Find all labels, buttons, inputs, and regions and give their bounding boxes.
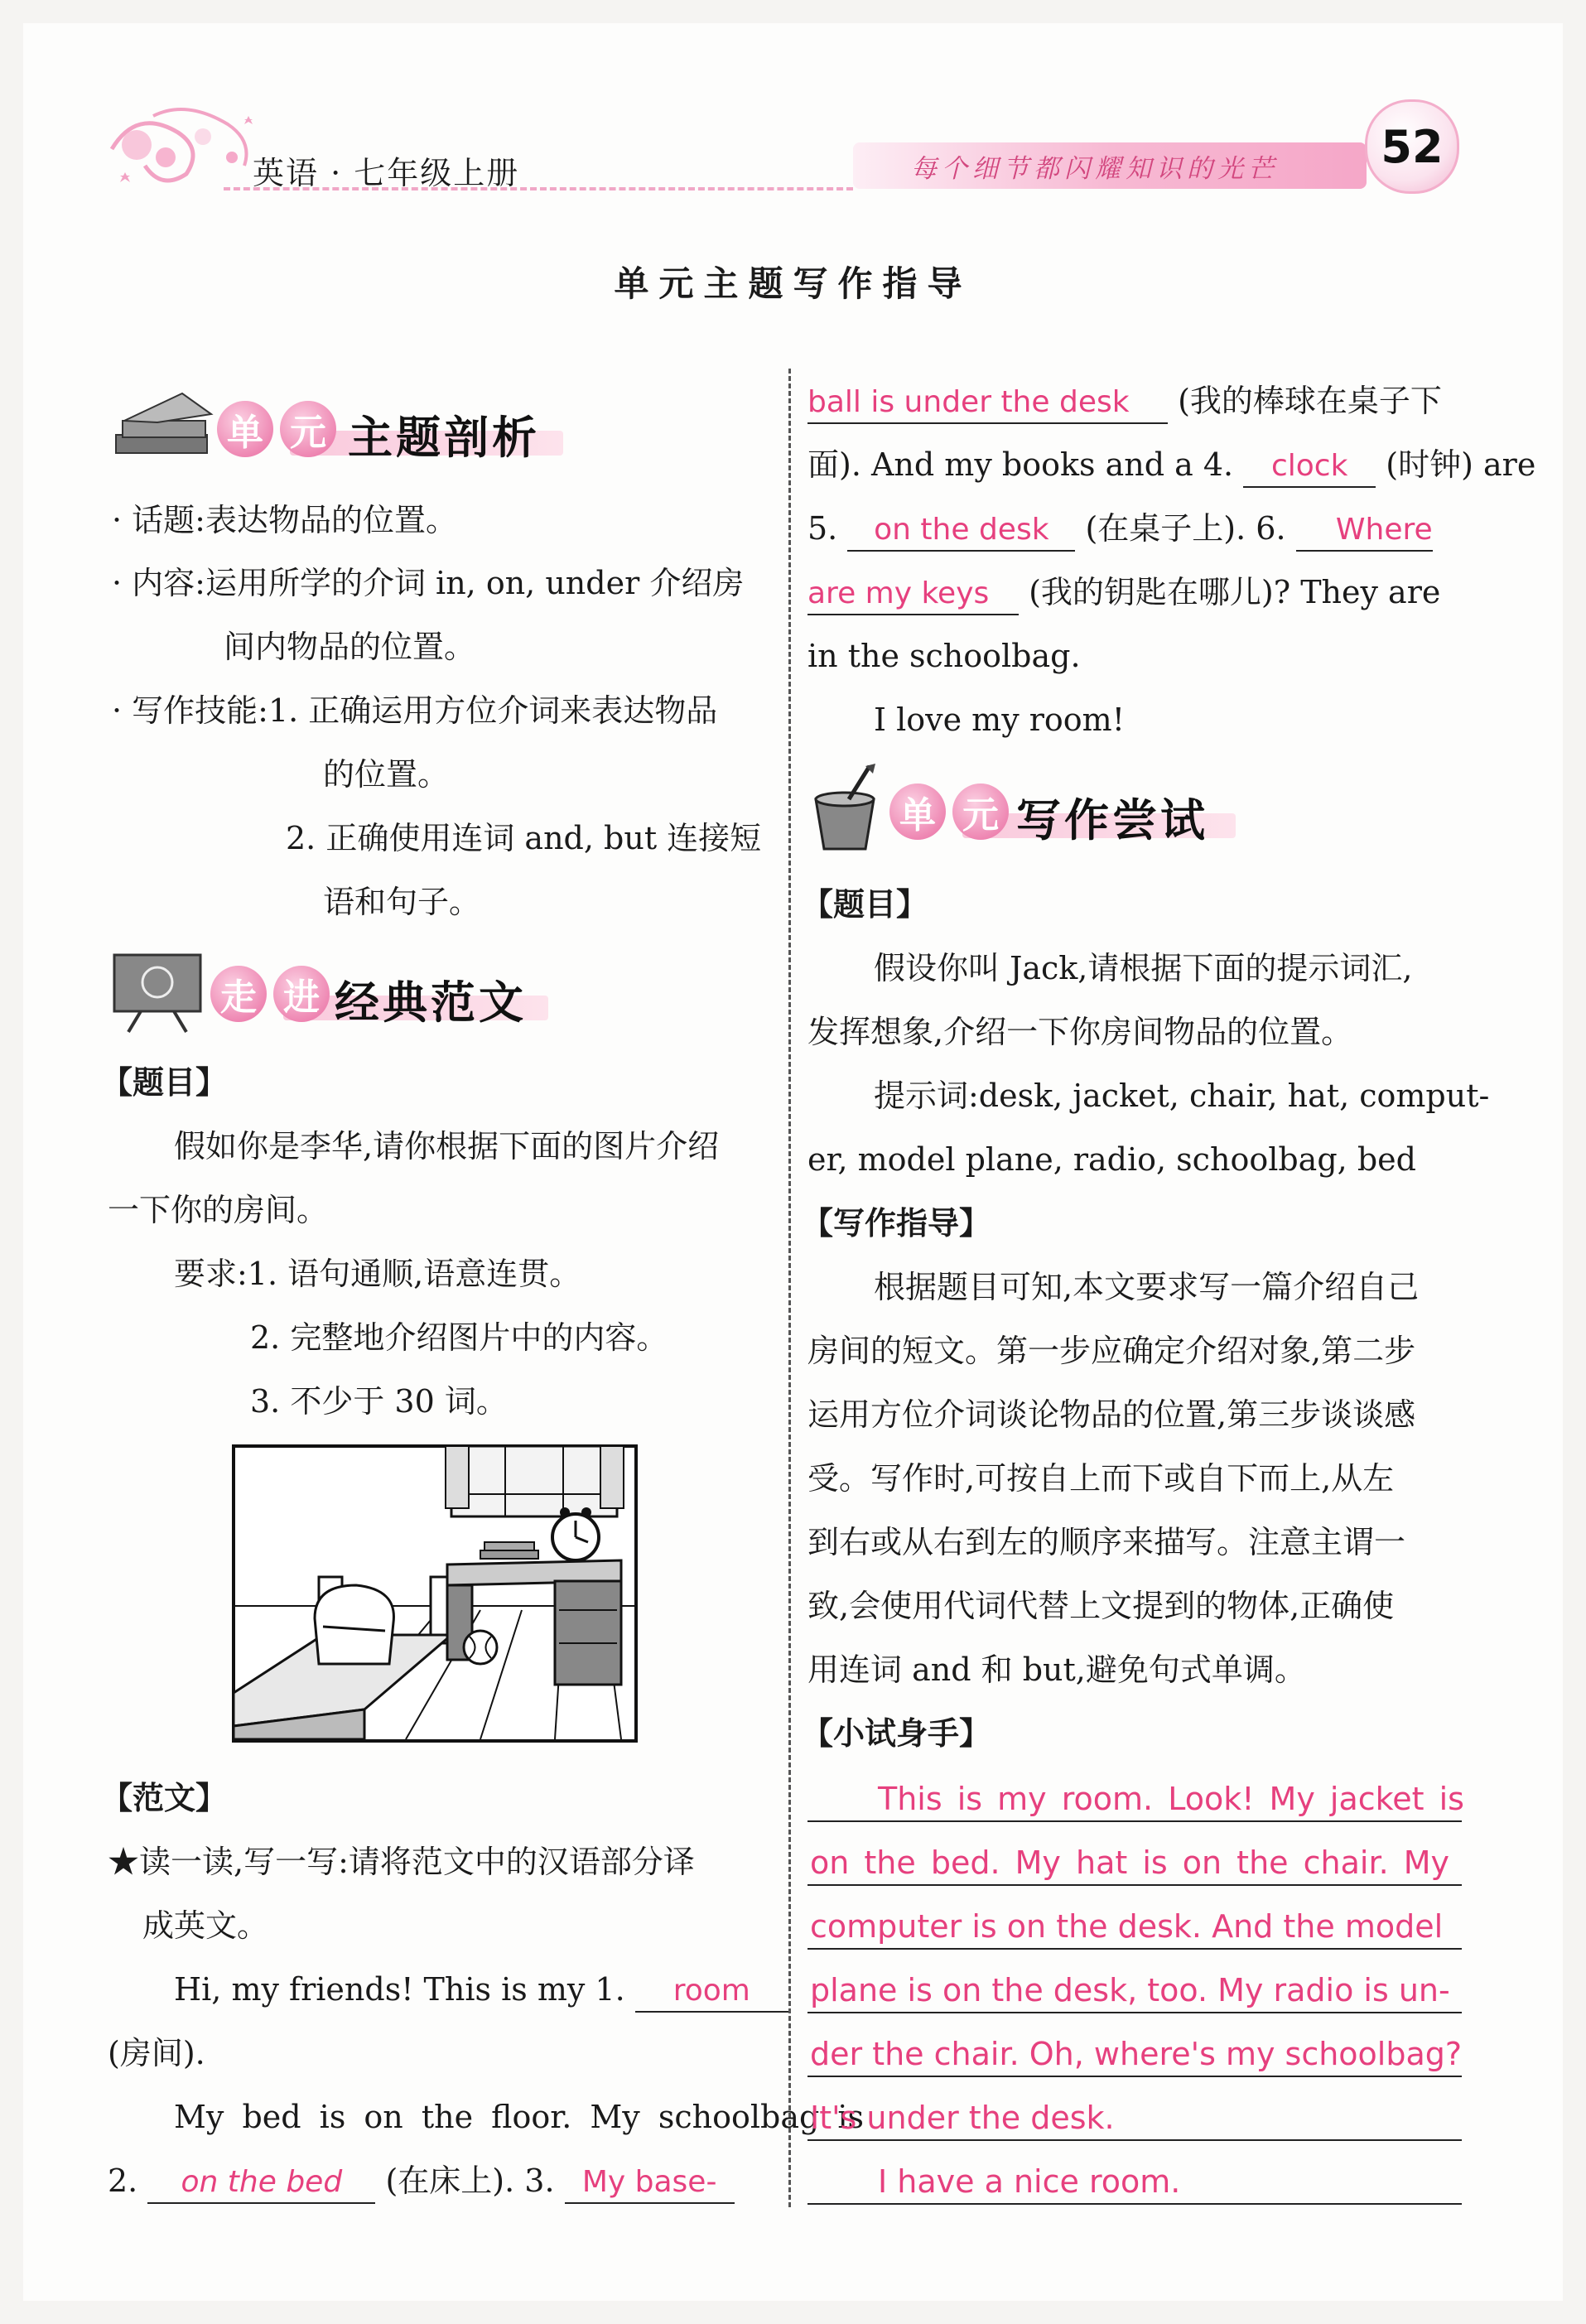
topic-line: 发挥想象,介绍一下你房间物品的位置。 — [807, 1014, 1353, 1050]
guide-tag: 【写作指导】 — [802, 1205, 991, 1242]
topic-tag: 【题目】 — [101, 1064, 228, 1101]
essay-text: (房间). — [108, 2035, 205, 2071]
banner-circle: 单 — [217, 401, 273, 457]
analysis-line: · 话题:表达物品的位置。 — [112, 502, 457, 538]
analysis-line: 2. 正确使用连词 and, but 连接短 — [286, 820, 762, 856]
header-motto: 每个细节都闪耀知识的光芒 — [911, 154, 1279, 184]
section-title: 写作尝试 — [1016, 794, 1208, 846]
section-title: 经典范文 — [335, 976, 527, 1029]
answer-line: on the bed. My hat is on the chair. My — [810, 1844, 1450, 1881]
answer-line: computer is on the desk. And the model — [810, 1908, 1444, 1945]
analysis-line: 语和句子。 — [323, 884, 481, 920]
answer-blank-2: on the bed — [147, 2162, 375, 2204]
topic-line: 3. 不少于 30 词。 — [250, 1383, 508, 1420]
essay-text: 5. — [807, 510, 838, 547]
essay-line-2 — [108, 2161, 735, 2204]
section-title: 主题剖析 — [348, 412, 540, 464]
section-banner-try — [871, 779, 1236, 845]
essay-text: 面). And my books and a 4. — [807, 446, 1234, 483]
page-title: 单元主题写作指导 — [614, 263, 972, 304]
topic-line: er, model plane, radio, schoolbag, bed — [807, 1141, 1416, 1178]
answer-blank-3: My base- — [565, 2162, 735, 2204]
schoolbag-icon — [315, 1585, 393, 1664]
header-subject: 英语 · 七年级上册 — [253, 155, 520, 191]
baseball-icon — [464, 1631, 497, 1664]
analysis-line: 间内物品的位置。 — [224, 629, 476, 665]
page-number-badge — [1365, 99, 1459, 194]
essay-text: (在床上). 3. — [385, 2162, 555, 2199]
essay-text: (在桌子上). 6. — [1085, 510, 1286, 547]
essay-line-4 — [807, 445, 1535, 488]
answer-line: plane is on the desk, too. My radio is un- — [810, 1972, 1450, 2008]
analysis-line: · 写作技能:1. 正确运用方位介词来表达物品 — [112, 692, 718, 729]
guide-line: 根据题目可知,本文要求写一篇介绍自己 — [874, 1269, 1420, 1305]
room-illustration — [232, 1444, 638, 1743]
essay-text: My bed is on the floor. My schoolbag is — [174, 2099, 865, 2135]
instruction-line: ★读一读,写一写:请将范文中的汉语部分译 — [108, 1844, 695, 1880]
answer-rule — [807, 2012, 1462, 2013]
answer-blank-6: Where — [1296, 510, 1433, 552]
essay-line-5 — [807, 509, 1433, 552]
answer-blank-6-cont: are my keys — [807, 574, 1019, 615]
banner-circle: 单 — [889, 784, 946, 840]
essay-text: (我的棒球在桌子下 — [1178, 383, 1442, 419]
essay-text: (时钟) are — [1386, 446, 1536, 483]
essay-text: (我的钥匙在哪儿)? They are — [1029, 574, 1441, 610]
answer-rule — [807, 2076, 1462, 2077]
answer-blank-5: on the desk — [847, 510, 1075, 552]
answer-blank-4: clock — [1243, 446, 1376, 488]
guide-line: 受。写作时,可按自上而下或自下而上,从左 — [807, 1460, 1395, 1497]
guide-line: 致,会使用代词代替上文提到的物体,正确使 — [807, 1588, 1395, 1624]
answer-rule — [807, 2139, 1462, 2141]
answer-line: This is my room. Look! My jacket is — [878, 1781, 1464, 1817]
guide-line: 运用方位介词谈论物品的位置,第三步谈谈感 — [807, 1396, 1416, 1433]
banner-circle: 走 — [210, 966, 267, 1022]
analysis-line: · 内容:运用所学的介词 in, on, under 介绍房 — [112, 565, 745, 601]
guide-line: 到右或从右到左的顺序来描写。注意主谓一 — [807, 1524, 1406, 1560]
topic-line: 提示词:desk, jacket, chair, hat, comput- — [874, 1078, 1490, 1114]
answer-line: I have a nice room. — [878, 2163, 1181, 2200]
essay-line-1 — [174, 1970, 788, 2013]
topic-tag: 【题目】 — [802, 886, 928, 923]
guide-line: 用连词 and 和 but,避免句式单调。 — [807, 1651, 1306, 1688]
topic-line: 要求:1. 语句通顺,语意连贯。 — [174, 1256, 581, 1292]
window-icon — [446, 1446, 624, 1516]
section-banner-model — [192, 961, 557, 1027]
answer-rule — [807, 1884, 1462, 1886]
essay-text: in the schoolbag. — [807, 638, 1081, 674]
column-divider — [788, 369, 791, 2207]
answer-rule — [807, 2203, 1462, 2205]
answer-rule — [807, 1820, 1462, 1822]
answer-line: der the chair. Oh, where's my schoolbag? — [810, 2036, 1463, 2072]
answer-blank-1: room — [635, 1971, 788, 2013]
banner-circle: 元 — [280, 401, 336, 457]
essay-text: Hi, my friends! This is my 1. — [174, 1971, 625, 2008]
topic-line: 假设你叫 Jack,请根据下面的提示词汇, — [874, 950, 1413, 986]
banner-circle: 进 — [273, 966, 330, 1022]
essay-line-6 — [807, 572, 1440, 615]
answer-blank-3-cont: ball is under the desk — [807, 383, 1168, 424]
topic-line: 一下你的房间。 — [108, 1192, 329, 1228]
header-divider — [224, 187, 853, 190]
answer-rule — [807, 1948, 1462, 1950]
analysis-line: 的位置。 — [323, 756, 450, 793]
section-banner-analysis — [199, 396, 563, 462]
page-number: 52 — [1381, 120, 1444, 173]
topic-line: 假如你是李华,请你根据下面的图片介绍 — [174, 1128, 720, 1164]
essay-text: 2. — [108, 2162, 138, 2199]
guide-line: 房间的短文。第一步应确定介绍对象,第二步 — [807, 1333, 1416, 1369]
try-tag: 【小试身手】 — [802, 1715, 991, 1752]
answer-line: It's under the desk. — [810, 2100, 1115, 2136]
essay-line-3 — [807, 381, 1442, 424]
banner-circle: 元 — [952, 784, 1009, 840]
instruction-line: 成英文。 — [142, 1907, 269, 1944]
model-tag: 【范文】 — [101, 1780, 228, 1816]
essay-closing: I love my room! — [874, 702, 1125, 738]
books-on-desk-icon — [480, 1542, 538, 1559]
topic-line: 2. 完整地介绍图片中的内容。 — [250, 1319, 668, 1356]
